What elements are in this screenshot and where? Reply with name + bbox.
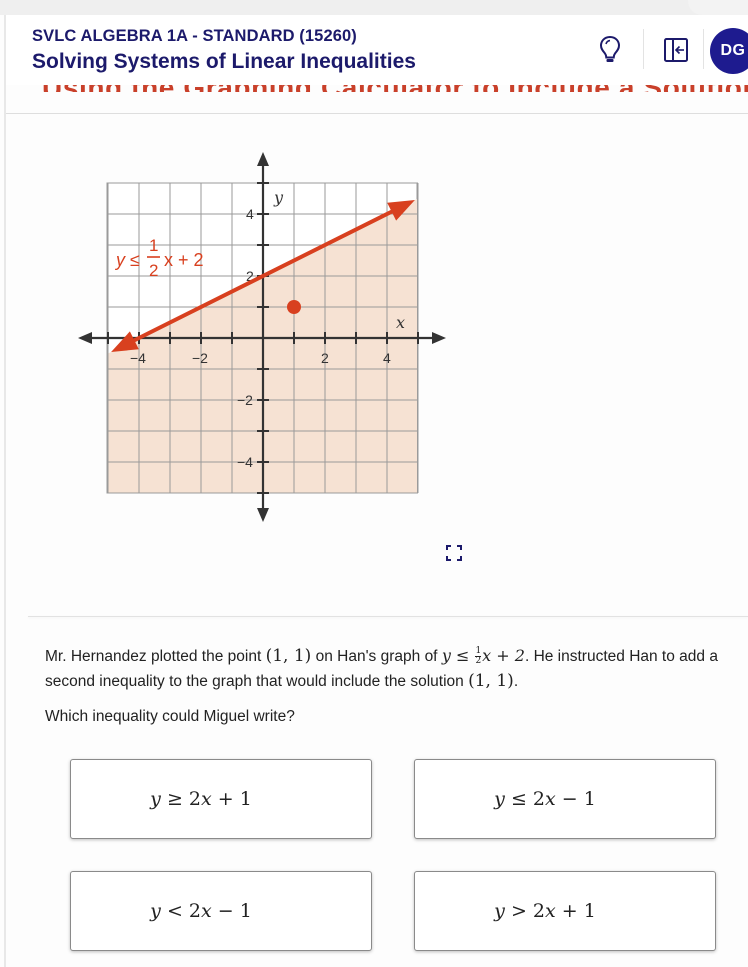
question-part: on Han's graph of (311, 648, 442, 665)
question-part: . He instructed Han to add a second inequality to the graph that would include the solution (45, 648, 718, 690)
math-point: (1, 1) (468, 671, 514, 691)
svg-text:4: 4 (246, 206, 254, 222)
choice-expression (494, 788, 596, 810)
question-text (45, 644, 735, 694)
section-divider (28, 616, 748, 617)
svg-text:−2: −2 (192, 350, 208, 366)
inequality-graph (70, 140, 460, 530)
svg-text:2: 2 (246, 268, 254, 284)
math-inequality-lhs: y ≤ (441, 646, 475, 665)
inequality-label-numerator: 1 (149, 236, 159, 255)
choice-expression (494, 900, 596, 922)
choice-const: − 1 (211, 900, 252, 922)
choice-xvar: x (201, 788, 212, 810)
math-fraction (475, 647, 481, 666)
question-part: Mr. Hernandez plotted the point (45, 648, 266, 665)
math-inequality-rhs: x + 2 (482, 646, 525, 665)
math-point: (1, 1) (265, 646, 312, 666)
y-axis-label: y (274, 188, 284, 207)
answer-choice-1[interactable] (70, 759, 372, 839)
user-avatar[interactable]: DG (710, 28, 748, 74)
choice-expression (150, 788, 252, 810)
choice-const: + 1 (211, 788, 252, 810)
choice-coef: 2 (532, 900, 545, 922)
choice-op: ≥ (160, 788, 189, 810)
choice-coef: 2 (188, 788, 201, 810)
inequality-label-rhs: x + 2 (164, 250, 204, 270)
answer-choice-3[interactable] (70, 871, 372, 951)
panel-collapse-icon[interactable] (663, 37, 689, 63)
header-divider (643, 29, 644, 69)
choice-var: y (494, 788, 505, 810)
choice-const: + 1 (555, 900, 596, 922)
question-prompt: Which inequality could Miguel write? (45, 708, 295, 725)
choice-xvar: x (201, 900, 212, 922)
header-divider-line (6, 113, 748, 114)
course-title: SVLC ALGEBRA 1A - STANDARD (15260) (32, 27, 357, 45)
choice-coef: 2 (532, 788, 545, 810)
inequality-label-lhs: y ≤ (116, 250, 140, 270)
lesson-header (6, 15, 748, 85)
choice-var: y (150, 900, 161, 922)
choice-var: y (150, 788, 161, 810)
fraction-denominator: 2 (475, 656, 482, 667)
svg-text:−4: −4 (237, 454, 253, 470)
choice-xvar: x (545, 788, 556, 810)
svg-text:−2: −2 (237, 392, 253, 408)
choice-xvar: x (545, 900, 556, 922)
browser-top-strip (0, 0, 748, 15)
choice-op: < (160, 900, 189, 922)
question-part: . (513, 673, 519, 690)
x-axis-label: x (396, 313, 406, 332)
lightbulb-icon[interactable] (598, 35, 622, 65)
inequality-label-denominator: 2 (149, 261, 159, 280)
choice-coef: 2 (188, 900, 201, 922)
svg-text:2: 2 (321, 350, 329, 366)
lesson-title: Solving Systems of Linear Inequalities (32, 50, 416, 73)
choice-var: y (494, 900, 505, 922)
expand-icon[interactable] (446, 545, 462, 561)
choice-const: − 1 (555, 788, 596, 810)
choice-expression (150, 900, 252, 922)
svg-text:4: 4 (383, 350, 391, 366)
browser-top-corner (688, 0, 748, 15)
choice-op: > (504, 900, 533, 922)
fraction-numerator: 1 (475, 646, 482, 657)
answer-choice-4[interactable] (414, 871, 716, 951)
answer-choice-2[interactable] (414, 759, 716, 839)
choice-op: ≤ (504, 788, 533, 810)
svg-text:−4: −4 (130, 350, 146, 366)
page-left-border (4, 15, 6, 967)
header-divider (703, 29, 704, 69)
